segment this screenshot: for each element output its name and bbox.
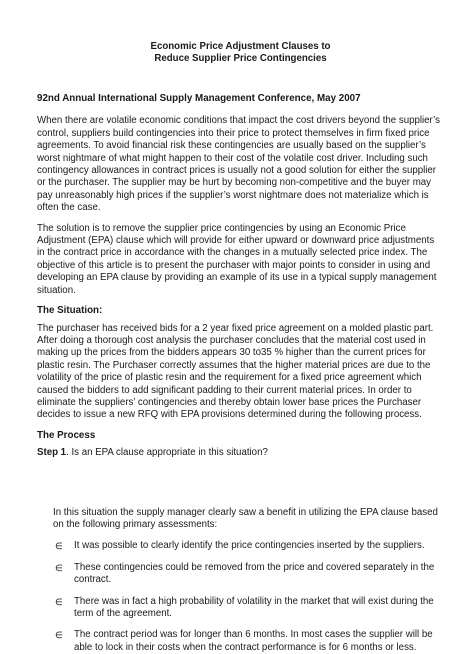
list-item-text: There was in fact a high probability of volatility in the market that will exist during the term of the agreement. (74, 595, 434, 619)
situation-paragraph: The purchaser has received bids for a 2 year fixed price agreement on a molded plastic part. After doing a thorough cost analysis the purchaser concludes that the material cost used in making up the prices from the bidders appears 30 to35 % higher than the current prices for plastic resin. The Purchaser correctly assumes that the higher material prices are due to the volatility of the price of plastic resin and the requirement for a fixed price agreement which caused the bidders to add significant padding to their current material prices. In order to eliminate the suppliers’ contingencies and thereby obtain lower base prices the Purchaser decides to issue a new RFQ with EPA provisions determined during the following process. (37, 322, 434, 421)
list-item (53, 629, 444, 654)
step-1-label: Step 1 (37, 447, 67, 459)
list-item (53, 562, 444, 587)
title-block (37, 41, 444, 65)
situation-heading: The Situation: (37, 305, 103, 317)
conference-heading: 92nd Annual International Supply Management Conference, May 2007 (37, 93, 361, 104)
element-of-bullet-icon: ∈ (55, 630, 63, 641)
assessment-intro: In this situation the supply manager clearly saw a benefit in utilizing the EPA clause based on the following primary assessments: (53, 506, 438, 530)
solution-paragraph: The solution is to remove the supplier price contingencies by using an Economic Price Adjustment (EPA) clause which will provide for either upward or downward price adjustments in the contract price in accordance with the changes in a mutually selected price index. The objective of this article is to present the purchaser with major points to consider in using and developing an EPA clause by providing an example of its use in a typical supply management situation. (37, 222, 437, 296)
list-item-text: These contingencies could be removed from the price and covered separately in the contract. (74, 561, 435, 586)
document-title-line-1: Economic Price Adjustment Clauses to (150, 41, 331, 52)
intro-paragraph: When there are volatile economic conditions that impact the cost drivers beyond the supplier’s control, suppliers build contingencies into their price to protect themselves in firm fixed price agreements. To avoid financial risk these contingencies are usually based on the supplier’s worst nightmare of what might happen to their cost of the volatile cost driver. Including such contingency allowances in contract prices is usually not a good solution for either the supplier or the purchaser. The supplier may be hurt by becoming non-competitive and the buyer may pay unreasonably high prices if the supplier’s worst nightmare does not materialize which is often the case. (37, 115, 440, 214)
element-of-bullet-icon: ∈ (55, 562, 63, 573)
list-item (53, 540, 444, 552)
list-item-text: The contract period was for longer than 6 months. In most cases the supplier will be able to lock in their costs when the contract performance is for 6 months or less. (74, 629, 433, 653)
process-heading: The Process (37, 429, 96, 441)
element-of-bullet-icon: ∈ (55, 541, 63, 552)
document-title-line-2: Reduce Supplier Price Contingencies (154, 53, 327, 64)
list-item (53, 596, 444, 621)
assessment-list (37, 540, 444, 654)
step-1-text: . Is an EPA clause appropriate in this situation? (66, 447, 268, 459)
step-1-question (37, 447, 444, 459)
element-of-bullet-icon: ∈ (55, 596, 63, 607)
list-item-text: It was possible to clearly identify the price contingencies inserted by the suppliers. (74, 540, 425, 552)
